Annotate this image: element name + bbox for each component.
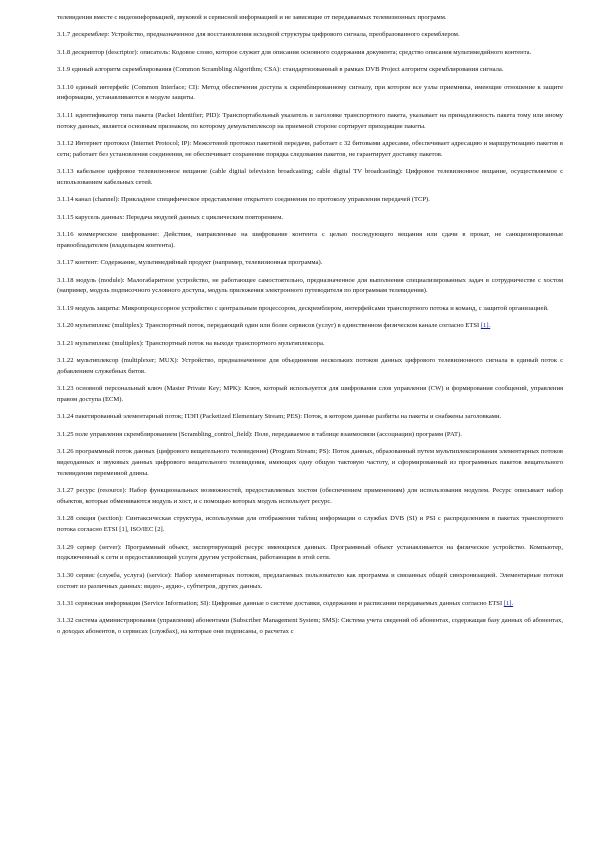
entry-definition: стандартизованный в рамках DVB Project алгоритм скремблирования сигнала.: [282, 66, 504, 74]
definition-entry: [57, 486, 563, 508]
entry-definition: Поток, в котором данные разбиты на пакеты и снабжены заголовками.: [303, 413, 502, 421]
entry-term: мультиплекс (multiplex):: [75, 339, 144, 347]
definition-entry: [57, 111, 563, 133]
entry-term: модуль (module):: [76, 276, 125, 284]
definition-entry: [57, 83, 563, 105]
definition-entry: [57, 616, 563, 638]
entry-number: 3.1.23: [57, 385, 74, 393]
entry-definition: Цифровые данные о системе доставки, содержании и расписании передаваемых данных согласно ETSI: [211, 599, 503, 607]
definition-entry: [57, 304, 563, 315]
entry-number: 3.1.27: [57, 487, 74, 495]
entry-definition: Набор элементарных потоков, предлагаемых пользователю как программа и связанных общей синхронизацией. Элементарные потоки состоят из различных данных: видео-, аудио-, субтитров, других данных.: [57, 571, 563, 590]
entry-term: единый алгоритм скремблирования (Common Scrambling Algorithm; CSA):: [71, 66, 282, 74]
entry-number: 3.1.17: [57, 259, 74, 267]
entry-term: коммерческое шифрование:: [78, 231, 160, 239]
definition-entry: [57, 514, 563, 536]
entry-number: 3.1.29: [57, 543, 74, 551]
entry-definition: Устройство, предназначенное для восстановления исходной структуры цифрового сигнала, преобразованного скремблером.: [111, 31, 460, 39]
entry-number: 3.1.16: [57, 231, 74, 239]
definition-entry: [57, 571, 563, 593]
entry-definition: Устройство, предназначенное для объединения нескольких потоков данных цифрового телевизионного сигнала в единый поток с добавлением служебных битов.: [57, 357, 564, 375]
entry-definition: Транспортабельный указатель в заголовке транспортного пакета, указывает на принадлежность пакета тому или иному потоку данных, является основным признаком, по которому демультиплексор на приемной стороне сортирует приходящие пакеты.: [57, 111, 563, 130]
entry-number: 3.1.15: [57, 213, 74, 221]
entry-number: 3.1.22: [57, 357, 74, 365]
definition-entry: [57, 48, 563, 59]
definition-entry: [57, 30, 563, 41]
entry-definition: Передача модулей данных с циклическим повторением.: [126, 213, 284, 221]
entry-number: 3.1.30: [57, 571, 74, 579]
entry-number: 3.1.28: [57, 515, 74, 523]
entry-number: 3.1.31: [57, 599, 74, 607]
definition-entry: [57, 599, 563, 610]
entry-definition: Поток данных, образованный путем мультиплексирования элементарных потоков видеоданных и звуковых данных цифрового вещательного телевидения, имеющих одну общую тактовую частоту, и сформированный из программных пакетов вещательного телевидения переменной длины.: [57, 448, 563, 477]
entry-definition: Метод обеспечения доступа к скремблированному сигналу, при котором все узлы приемника, имеющие отношение к защите информации, устанавливаются в модуле защиты.: [57, 83, 563, 102]
entry-term: программный поток данных (цифрового вещательного телевидения) (Program Stream; PS):: [75, 448, 331, 456]
entry-term: сервис (служба, услуга) (service):: [75, 571, 172, 579]
entry-number: 3.1.21: [57, 339, 74, 347]
entry-definition: Микропроцессорное устройство с центральным процессором, дескремблером, интерфейсами транспортного потока и команд, с защитой организацией.: [121, 304, 549, 312]
entry-number: 3.1.9: [57, 66, 71, 74]
entry-number: 3.1.14: [57, 196, 74, 204]
entry-term: Интернет протокол (Internet Protocol; IP):: [75, 139, 192, 147]
entry-term: секция (section):: [76, 515, 123, 523]
entry-number: 3.1.7: [57, 31, 71, 39]
entry-term: основной персональный ключ (Master Private Key; MPK):: [75, 385, 242, 393]
entry-number: 3.1.20: [57, 322, 74, 330]
definition-entry: [57, 543, 563, 565]
entry-number: 3.1.13: [57, 168, 74, 176]
entry-definition: Транспортный поток, передающий один или более сервисов (услуг) в единственном физическом канале согласно ETSI: [145, 322, 480, 330]
entry-term: ресурс (resource):: [76, 487, 127, 495]
definition-entry: [57, 258, 563, 269]
entry-definition: Малогабаритное устройство, не работающее самостоятельно, предназначенное для выполнения специализированных задач в сотрудничестве с хостом (например, модуль подписочного условного доступа, модуль приложения электронного путеводителя по программам телевидения).: [57, 276, 564, 295]
definition-entry: [57, 139, 563, 161]
entry-definition: Содержание, мультимедийный продукт (например, телевизионная программа).: [100, 259, 323, 267]
entry-definition: Транспортный поток на выходе транспортного мультиплексора.: [145, 339, 325, 347]
entry-definition: Цифровое телевизионное вещание, осуществляемое с использованием кабельных сетей.: [57, 168, 563, 186]
definition-entry: [57, 167, 563, 189]
page-content: [57, 13, 563, 645]
entry-number: 3.1.19: [57, 304, 74, 312]
entry-number: 3.1.12: [57, 139, 74, 147]
entry-term: пакетированный элементарный поток; ПЭП (Packetized Elementary Stream; PES):: [75, 413, 303, 421]
continued-paragraph: телевидения вместе с видеоинформацией, звуковой и сервисной информацией и не зависящие от передаваемых телевизионных программ.: [57, 14, 447, 21]
entry-term: единый интерфейс (Common Interface; CI):: [75, 83, 200, 91]
entry-term: дескремблер:: [71, 31, 110, 39]
definition-entry: [57, 195, 563, 206]
entry-definition: Прикладное специфическое представление открытого соединения по протоколу управления передачей (TCP).: [121, 196, 430, 204]
entry-term: модуль защиты:: [75, 304, 121, 312]
entry-definition: Система учета сведений об абонентах, содержащая базу данных об абонентах, о доходах абонентов, о сервисах (службах), на которые они подписаны, о расчетах с: [57, 617, 563, 636]
entry-number: 3.1.32: [57, 617, 74, 625]
entry-definition: Набор функциональных возможностей, предоставляемых хостом (обеспечением применениям) для использования модулем. Ресурс описывает набор объектов, которые обмениваются модуль и хост, и с помощью которых модуль использует ресурс.: [57, 487, 563, 505]
entry-number: 3.1.18: [57, 276, 74, 284]
definition-entry: [57, 447, 563, 479]
definitions-list: [57, 30, 563, 638]
entry-number: 3.1.8: [57, 48, 71, 56]
entry-definition: Синтаксическая структура, используемая для отображения таблиц информации о службах DVB (SI) и PSI с распределением в пакетах транспортного потока согласно ETSI [1], ISO/IEC [2].: [57, 515, 564, 534]
entry-term: система администрирования (управления) абонентами (Subscriber Management System; SMS):: [75, 617, 340, 625]
definition-entry: [57, 384, 563, 406]
entry-definition: Межсетевой протокол пакетной передачи, работает с 32 битовыми адресами, обеспечивает адресацию и маршрутизацию пакетов в сети; работает без установления соединения, не обеспечивает сохранение порядка следования пакетов, не гарантирует доставку пакетов.: [57, 139, 563, 158]
entry-term: сервисная информация (Service Information; SI):: [75, 599, 211, 607]
definition-entry: [57, 412, 563, 423]
entry-term: мультиплексор (multiplexer; MUX):: [76, 357, 179, 365]
entry-term: сервер (server):: [77, 543, 122, 551]
entry-term: мультиплекс (multiplex):: [75, 322, 144, 330]
definition-entry: [57, 65, 563, 76]
entry-term: канал (channel):: [75, 196, 120, 204]
definition-entry: [57, 230, 563, 252]
entry-definition: Программный объект, экспортирующий ресурс имеющихся данных. Программный объект устанавливается на физическое устройство. Компьютер, подключенный к сети и предоставляющий услуги другим устройствам, работающим в этой сети.: [57, 543, 563, 562]
definition-entry: [57, 430, 563, 441]
definition-entry: [57, 276, 563, 298]
entry-definition: Действия, направленные на шифрование контента с целью последующего вещания или сдачи в прокат, не санкционированные правообладателем (владельцем контента).: [57, 231, 563, 249]
entry-term: контент:: [75, 259, 99, 267]
definition-entry: [57, 356, 563, 378]
entry-number: 3.1.25: [57, 430, 74, 438]
entry-definition: Ключ, который используется для шифрования слов управления (CW) и формирования сообщений, управления правом доступа (ECM).: [57, 385, 564, 404]
definition-entry: [57, 339, 563, 350]
definition-entry: [57, 321, 563, 332]
entry-definition: описатель: Кодовое слово, которое служит для описания основного содержания документа; средство описания мультимедийного контента.: [140, 48, 532, 56]
entry-definition: Поле, передаваемое в таблице взаимосвязи (ассоциации) программ (PAT).: [254, 430, 462, 438]
entry-number: 3.1.10: [57, 83, 74, 91]
entry-term: кабельное цифровое телевизионное вещание (cable digital television broadcasting; cable digital TV broadcasting):: [76, 168, 403, 176]
entry-term: идентификатор типа пакета (Packet Identifier; PID):: [75, 111, 221, 119]
definition-entry: [57, 213, 563, 224]
entry-term: поле управления скремблированием (Scrambling_control_field):: [75, 430, 253, 438]
entry-number: 3.1.11: [57, 111, 74, 119]
entry-number: 3.1.24: [57, 413, 74, 421]
reference-link[interactable]: [1].: [503, 599, 514, 607]
entry-term: дескриптор (descriptor):: [71, 48, 139, 56]
entry-term: карусель данных:: [75, 213, 125, 221]
entry-number: 3.1.26: [57, 448, 74, 456]
reference-link[interactable]: [1].: [480, 322, 491, 330]
